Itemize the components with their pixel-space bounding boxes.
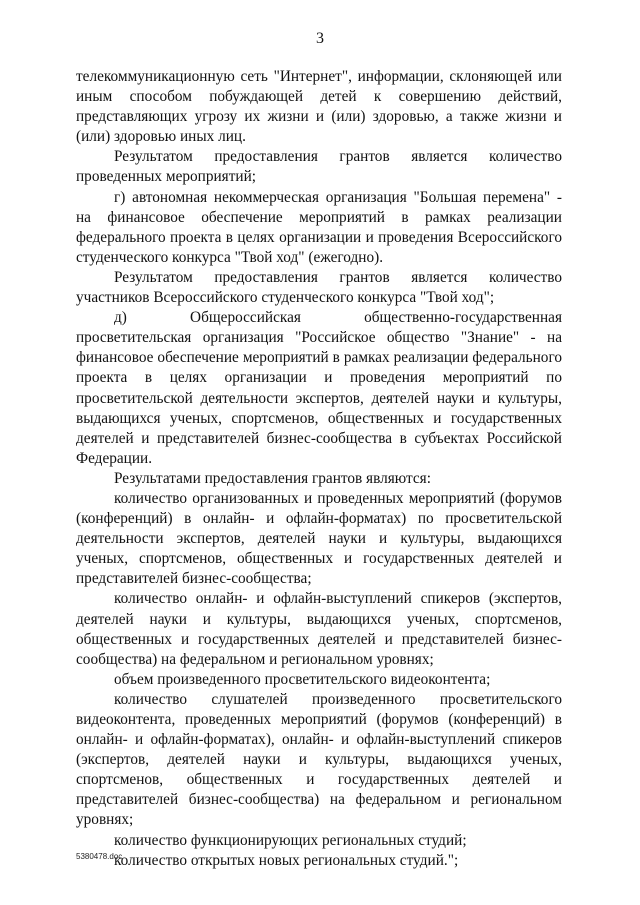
paragraph: Результатами предоставления грантов являются: <box>114 469 431 487</box>
paragraph: Результатом предоставления грантов является количество участников Всероссийского студенческого конкурса "Твой ход"; <box>76 268 562 307</box>
document-body <box>76 67 562 871</box>
paragraph: количество слушателей произведенного просветительского видеоконтента, проведенных мероприятий (форумов (конференций) в онлайн- и офлайн-форматах), онлайн- и офлайн-выступлений спикеров (экспертов, деятелей науки и культуры, выдающихся ученых, спортсменов, общественных и государственных деятелей и представителей бизнес-сообщества) на федеральном и региональном уровнях; <box>76 690 562 829</box>
paragraph: телекоммуникационную сеть "Интернет", информации, склоняющей или иным способом побуждающей детей к совершению действий, представляющих угрозу их жизни и (или) здоровью, а также жизни и (или) здоровью иных лиц. <box>76 68 562 146</box>
paragraph: Результатом предоставления грантов является количество проведенных мероприятий; <box>76 148 562 186</box>
paragraph: количество открытых новых региональных студий."; <box>114 851 459 869</box>
paragraph: количество онлайн- и офлайн-выступлений спикеров (экспертов, деятелей науки и культуры, выдающихся ученых, спортсменов, общественных и государственных деятелей и представителей бизнес-сообщества) на федеральном и региональном уровнях; <box>76 590 562 668</box>
footer-filename: 5380478.doc <box>76 852 123 861</box>
paragraph: д) Общероссийская общественно-государственная просветительская организация "Российское общество "Знание" - на финансовое обеспечение мероприятий в рамках реализации федерального проекта в целях организации и проведения мероприятий по просветительской деятельности экспертов, деятелей науки и культуры, выдающихся ученых, спортсменов, общественных и государственных деятелей и представителей бизнес-сообщества в субъектах Российской Федерации. <box>76 309 562 467</box>
paragraph: г) автономная некоммерческая организация "Большая перемена" - на финансовое обеспечение мероприятий в рамках реализации федерального проекта в целях организации и проведения Всероссийского студенческого конкурса "Твой ход" (ежегодно). <box>76 188 562 266</box>
paragraph: объем произведенного просветительского видеоконтента; <box>114 670 491 688</box>
paragraph: количество функционирующих региональных студий; <box>114 831 467 849</box>
page-number: 3 <box>316 30 324 47</box>
paragraph: количество организованных и проведенных мероприятий (форумов (конференций) в онлайн- и офлайн-форматах) по просветительской деятельности экспертов, деятелей науки и культуры, выдающихся ученых, спортсменов, общественных и государственных деятелей и представителей бизнес-сообщества; <box>76 489 562 588</box>
